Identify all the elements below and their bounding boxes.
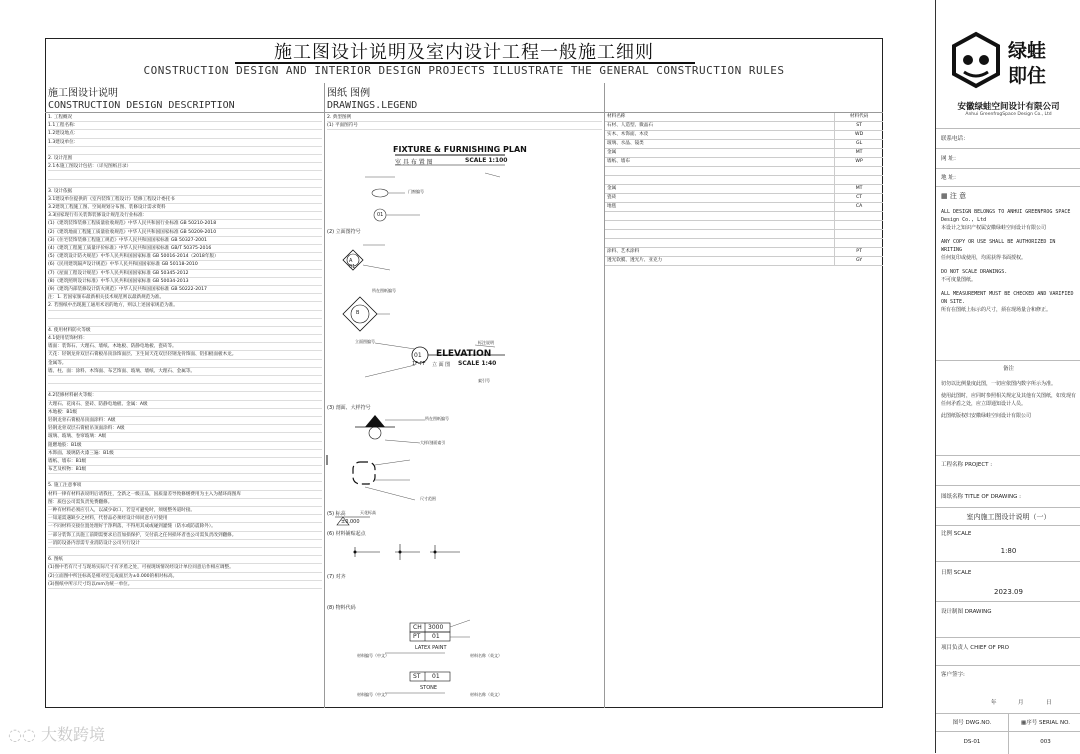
ch-num: 3000 <box>428 624 444 631</box>
description-line: (6)《民用建筑隔声设计规范》中华人民共和国国家标准 GB 50118-2010 <box>48 261 322 269</box>
material-code: WP <box>834 158 883 166</box>
description-line: 轻钢龙骨石膏板吊顶面涂料：A级 <box>48 417 322 425</box>
material-row <box>605 230 883 239</box>
description-line: 2. 若图纸中出现施工通用术语的地方，则以上述国家规范为准。 <box>48 302 322 310</box>
elev-sym-a: A <box>349 258 353 264</box>
material-code: MT <box>834 149 883 157</box>
description-line: 4. 使用材料防火等级 <box>48 327 322 335</box>
material-row <box>605 149 883 158</box>
drawing-title-label: 图纸名称 TITLE OF DRAWING : <box>936 485 1080 507</box>
notice-cn-1: 本设计之知识产权属安徽绿蛙空间设计有限公司 <box>941 225 1047 231</box>
material-row <box>605 185 883 194</box>
remark-2: 使用此图时，应同时参照相关规定及其他有关图纸，如发现有任何矛盾之处，应立即通知设计人员。 <box>941 393 1077 407</box>
material-name <box>605 221 834 229</box>
serial-value: 003 <box>1008 732 1080 754</box>
left-section-en: CONSTRUCTION DESIGN DESCRIPTION <box>48 100 235 111</box>
material-row <box>605 194 883 203</box>
description-line: 木饰面、玻璃防火漆三遍：B1级 <box>48 450 322 458</box>
description-line: 4.1使用装饰材料： <box>48 335 322 343</box>
mid-line: (1) 平面图符号 <box>327 122 602 130</box>
description-line: 一部分装饰工具施工前期需要求后首加损保护，交付前之任何损坏者也公司需负责改到翻修。 <box>48 532 322 540</box>
drawing-title-value: 室内施工图设计说明（一） <box>936 507 1080 525</box>
notice-block <box>941 208 1076 314</box>
description-line <box>48 548 322 556</box>
material-row <box>605 221 883 230</box>
project-row: 工程名称 PROJECT : <box>936 455 1080 485</box>
description-line: 墙、柱、面：涂料、木饰面、布艺饰面、玻璃、墙纸、大理石、金属等。 <box>48 368 322 376</box>
description-line: (9)《建筑内部装修设计防火规范》中华人民共和国国家标准 GB 50222-2017 <box>48 286 322 294</box>
mat-tag-8b: 材料编号（中文） <box>357 692 389 697</box>
door-tag-label: 门窗编号 <box>408 189 424 194</box>
fixture-plan-title: FIXTURE & FURNISHING PLAN <box>393 145 527 154</box>
description-line: 大理石、花岗石、瓷砖、防静电地板、金属：A级 <box>48 401 322 409</box>
description-line: (3)图纸中所示尺寸均以mm为统一单位。 <box>48 581 322 589</box>
elev-sym-b: B <box>356 310 360 316</box>
elev-tag-6: 索引号 <box>478 378 490 383</box>
description-line: 天花：轻钢龙骨双层石膏板吊顶涂饰面层、卫生间天花双层轻钢龙骨饰面、铝扣板面板木龙。 <box>48 351 322 359</box>
date-label: 日期 SCALE <box>936 561 1080 583</box>
material-name <box>605 212 834 220</box>
pt-num: 01 <box>432 633 440 640</box>
st-code: ST <box>413 673 421 680</box>
description-line <box>48 180 322 188</box>
title-block <box>935 0 1080 753</box>
notice-title: ▦ 注 意 <box>936 186 1080 204</box>
material-name: 玻璃、水晶、镜类 <box>607 141 644 146</box>
dwg-no-label: 图号 DWG.NO. <box>952 720 992 726</box>
material-code: GL <box>834 140 883 148</box>
ch-code: CH <box>413 624 422 631</box>
notice-cn-4: 所有在图纸上标示的尺寸，须在现场量合和修正。 <box>941 307 1052 313</box>
description-line: 一不同材料交接位置处理好于净利落，不得用其成或碰到灌缝（防水或防震除外）。 <box>48 523 322 531</box>
mid-line: (5) 标高 <box>327 511 346 517</box>
month-label: 月 <box>1018 700 1024 706</box>
material-code <box>834 239 883 247</box>
detail-tag-10: 尺寸范围 <box>420 496 436 501</box>
material-code: 材料代码 <box>834 113 883 121</box>
latex-label: LATEX PAINT <box>415 645 447 651</box>
description-line: 材料一律有材料表说明后请我往，全新之一级正品，国质量差导致修缮费用为主入为循环商图库 <box>48 491 322 499</box>
left-column-text <box>48 114 322 589</box>
description-line: 墙面：装饰石、大理石、墙纸、木地板、防静电地板、瓷砖等。 <box>48 343 322 351</box>
description-line: 1.2建设地点： <box>48 130 322 138</box>
material-row <box>605 248 883 257</box>
sheet-title-en: CONSTRUCTION DESIGN AND INTERIOR DESIGN PROJECTS ILLUSTRATE THE GENERAL CONSTRUCTION RULES <box>143 64 785 77</box>
material-code <box>834 176 883 184</box>
description-line: 玻璃、玻璃、卷帘玻璃：A级 <box>48 433 322 441</box>
remark-title: 备注 <box>936 360 1080 376</box>
description-line: 布艺及织物：B1级 <box>48 466 322 474</box>
day-label: 日 <box>1046 700 1052 706</box>
mat-tag-8: 材料编号（中文） <box>357 653 389 658</box>
mid-section-header <box>327 84 417 111</box>
scale-value: 1:80 <box>1000 547 1017 555</box>
scale-label: 比例 SCALE <box>936 525 1080 541</box>
elev-sym-num: 01 <box>349 264 356 270</box>
section-tag-4: 所在图纸编号 <box>425 416 449 421</box>
material-row <box>605 176 883 185</box>
client-label: 客户签字: <box>936 665 1080 693</box>
company-name <box>936 100 1080 117</box>
description-line: (5)《建筑设计防火规范》中华人民共和国国家标准 GB 50016-2014（2018年版） <box>48 253 322 261</box>
level-value: ±0.000 <box>341 519 360 525</box>
notice-cn-2: 任何复印或使用，均需获得书面授权。 <box>941 255 1027 261</box>
description-line: (2)立面图中所注标高是相对室完成面层为±0.000的相对标高。 <box>48 573 322 581</box>
description-line <box>48 376 322 384</box>
description-line: (1)《建筑装饰装修工程质量验收规范》中华人民共和国行业标准 GB 50210-2018 <box>48 220 322 228</box>
notice-en-1: ALL DESIGN BELONGS TO ANHUI GREENFROG SPACE Design Co., Ltd <box>941 209 1071 223</box>
notice-en-3: DO NOT SCALE DRAWINGS. <box>941 269 1008 275</box>
material-row <box>605 122 883 131</box>
logo-text-1: 绿蛙 <box>1008 40 1047 62</box>
mat-tag-9: 材料名称（英文） <box>470 653 502 658</box>
level-tag: 天花标高 <box>360 510 376 515</box>
description-line: 3.2建筑工程施工图、空间规划分布图、装修设计需求资料 <box>48 204 322 212</box>
description-line <box>48 171 322 179</box>
elevation-number: 01 <box>414 352 422 359</box>
description-line: 1.3建设单位： <box>48 139 322 147</box>
fixture-plan-scale: SCALE 1:100 <box>465 157 508 164</box>
elevation-scale: SCALE 1:40 <box>458 360 497 367</box>
dwg-label-row <box>936 713 1080 731</box>
address-row: 地 址： <box>936 168 1080 186</box>
elev-tag-3: 立面图编号 <box>355 339 375 344</box>
design-label: 设计制图 DRAWING <box>936 601 1080 637</box>
description-line: 3.3国家现行有关装饰装修设计规范及行业标准： <box>48 212 322 220</box>
material-name: 墙纸、墙布 <box>607 159 630 164</box>
material-name: 金属 <box>607 186 617 191</box>
st-num: 01 <box>432 673 440 680</box>
material-name <box>605 239 834 247</box>
description-line: 3.1建设单位提供的《室内装饰工程设计》装修工程设计委托书 <box>48 196 322 204</box>
date-value: 2023.09 <box>994 588 1023 596</box>
description-line: (4)《建筑工程施工质量评价标准》中华人民共和国国家标准 GB/T 50375-2016 <box>48 245 322 253</box>
chief-label: 项目负责人 CHIEF OF PRO <box>936 637 1080 665</box>
material-row <box>605 257 883 266</box>
material-name: 实木、木饰面、木皮 <box>607 132 649 137</box>
description-line: (3)《住宅装饰装修工程施工规范》中华人民共和国国家标准 GB 50327-2001 <box>48 237 322 245</box>
mid-section-cn: 图纸 图例 <box>327 88 371 99</box>
remark-block <box>941 380 1076 420</box>
website-row: 网 址： <box>936 148 1080 168</box>
mid-line: (3) 剖面、大样符号 <box>327 405 371 411</box>
dwg-no-value: DS-01 <box>963 739 981 745</box>
material-code <box>834 167 883 175</box>
logo-text-2: 即住 <box>1008 65 1047 87</box>
material-name <box>605 176 834 184</box>
description-line <box>48 311 322 319</box>
dwg-value-row <box>936 731 1080 753</box>
description-line: 一消防设备内容需专业消防设计公司另行设计 <box>48 540 322 548</box>
description-line <box>48 474 322 482</box>
material-code: MT <box>834 185 883 193</box>
description-line <box>48 384 322 392</box>
elev-tag-4: 所在图纸编号 <box>372 288 396 293</box>
material-row <box>605 167 883 176</box>
material-name: 金属 <box>607 150 617 155</box>
description-line: 6. 图纸 <box>48 556 322 564</box>
sheet-title: 施工图设计说明及室内设计工程一般施工细则 <box>274 42 654 63</box>
description-line <box>48 147 322 155</box>
material-row <box>605 212 883 221</box>
watermark-text: 大数跨境 <box>41 725 106 744</box>
material-code: CT <box>834 194 883 202</box>
description-line: 2.1本施工图设计包括：（详见图纸目录） <box>48 163 322 171</box>
description-line: 2. 设计范围 <box>48 155 322 163</box>
stone-label: STONE <box>420 685 438 691</box>
material-name: 石材、人造型、微晶石 <box>607 123 653 128</box>
description-line: (2)《建筑地面工程施工质量验收规范》中华人民共和国国家标准 GB 50209-2010 <box>48 229 322 237</box>
material-code <box>834 212 883 220</box>
material-name: 材料名称 <box>607 114 626 119</box>
date-sign-row <box>936 693 1080 713</box>
year-label: 年 <box>991 700 997 706</box>
material-name <box>605 230 834 238</box>
description-line: 墙纸、墙布：B1级 <box>48 458 322 466</box>
pt-code: PT <box>413 633 421 640</box>
material-name: 涂料、艺术涂料 <box>607 249 640 254</box>
notice-cn-3: 不可度量图纸。 <box>941 277 977 283</box>
left-section-header <box>48 84 235 111</box>
description-line: 轻钢龙骨双层石膏板吊顶面涂料：A级 <box>48 425 322 433</box>
material-code <box>834 221 883 229</box>
description-line: 木地板：B1级 <box>48 409 322 417</box>
description-line <box>48 319 322 327</box>
notice-en-2: ANY COPY OR USE SHALL BE AUTHORIZED IN WRITING <box>941 239 1056 253</box>
notice-en-4: ALL MEASUREMENT MUST BE CHECKED AND VARIFIED ON SITE. <box>941 291 1074 305</box>
material-row <box>605 203 883 212</box>
description-line: 1. 工程概况 <box>48 114 322 122</box>
serial-label: ▦序号 SERIAL NO. <box>1008 714 1080 732</box>
material-code: PT <box>834 248 883 256</box>
description-line: 一种有材料必须应引入，以减少砍口，若是可避免时，须缓整务道时接。 <box>48 507 322 515</box>
material-name: 地毯 <box>607 204 617 209</box>
material-row <box>605 131 883 140</box>
material-row <box>605 239 883 248</box>
description-line: 3. 设计依据 <box>48 188 322 196</box>
description-line: (8)《建筑照明设计标准》中华人民共和国国家标准 GB 50034-2013 <box>48 278 322 286</box>
material-name <box>605 167 834 175</box>
material-code: GY <box>834 257 883 265</box>
company-name-en: Anhui GreenfrogSpace Design Co., Ltd <box>965 112 1052 117</box>
description-line: 图：质包公司需负责免费翻修。 <box>48 499 322 507</box>
mid-line: (6) 材料铺贴起点 <box>327 531 366 537</box>
description-line: 4.2装修材料耐火等级： <box>48 392 322 400</box>
remark-3: 此图纸版权归安徽绿蛙空间设计有限公司 <box>941 413 1032 419</box>
mat-tag-9b: 材料名称（英文） <box>470 692 502 697</box>
watermark <box>8 722 105 745</box>
material-row <box>605 158 883 167</box>
material-name: 透光软膜、透光片、亚克力 <box>607 258 663 263</box>
company-logo <box>946 30 1071 92</box>
left-section-cn: 施工图设计说明 <box>48 88 118 99</box>
material-row <box>605 140 883 149</box>
section-tag-5: 大样/剖面索引 <box>420 440 446 445</box>
description-line: 1.1工程名称： <box>48 122 322 130</box>
description-line: 5. 施工注意事项 <box>48 482 322 490</box>
material-name: 瓷砖 <box>607 195 617 200</box>
mid-line: (8) 物料代码 <box>327 605 356 611</box>
watermark-logo-icon: ◌◌ <box>8 725 36 744</box>
material-code: CA <box>834 203 883 211</box>
material-code-table <box>605 113 883 266</box>
elev-tag-2: 标注说明 <box>478 340 494 345</box>
elevation-sub: 1F-FF <box>412 361 426 367</box>
description-line: (7)《屋面工程设计规范》中华人民共和国国家标准 GB 50345-2012 <box>48 270 322 278</box>
description-line: (1)图中若有尺寸与现场实际尺寸有矛盾之处，可视现场情况经设计单位同意后作相应调整。 <box>48 564 322 572</box>
material-row <box>605 113 883 122</box>
remark-1: 切勿以比例量度此图，一切应依图内数字所示为准。 <box>941 381 1057 387</box>
mid-section-en: DRAWINGS.LEGEND <box>327 100 418 111</box>
mid-line: 2. 典型图例 <box>327 114 602 122</box>
description-line: 阻燃地胶：B1级 <box>48 442 322 450</box>
material-code: WD <box>834 131 883 139</box>
elevation-cn: 立 面 图 <box>432 362 451 368</box>
elevation-title: ELEVATION <box>436 349 492 359</box>
mid-line: (7) 对齐 <box>327 574 346 580</box>
material-code <box>834 230 883 238</box>
fixture-plan-cn: 室 具 布 置 图 <box>395 159 433 166</box>
description-line: 一知道需遇缺少之材料，代替品必须经设计师同意方可使用 <box>48 515 322 523</box>
company-name-cn: 安徽绿蛙空间设计有限公司 <box>957 102 1060 112</box>
mid-line: (2) 立面图符号 <box>327 229 361 235</box>
description-line: 金属等。 <box>48 360 322 368</box>
legend-graphics <box>325 115 603 705</box>
note-tag-num: 01 <box>377 212 384 218</box>
contact-row: 联系电话： <box>936 128 1080 148</box>
description-line: 注：1. 若国家颁布最新相关技术规范则以最新规范为准。 <box>48 294 322 302</box>
material-code: ST <box>834 122 883 130</box>
